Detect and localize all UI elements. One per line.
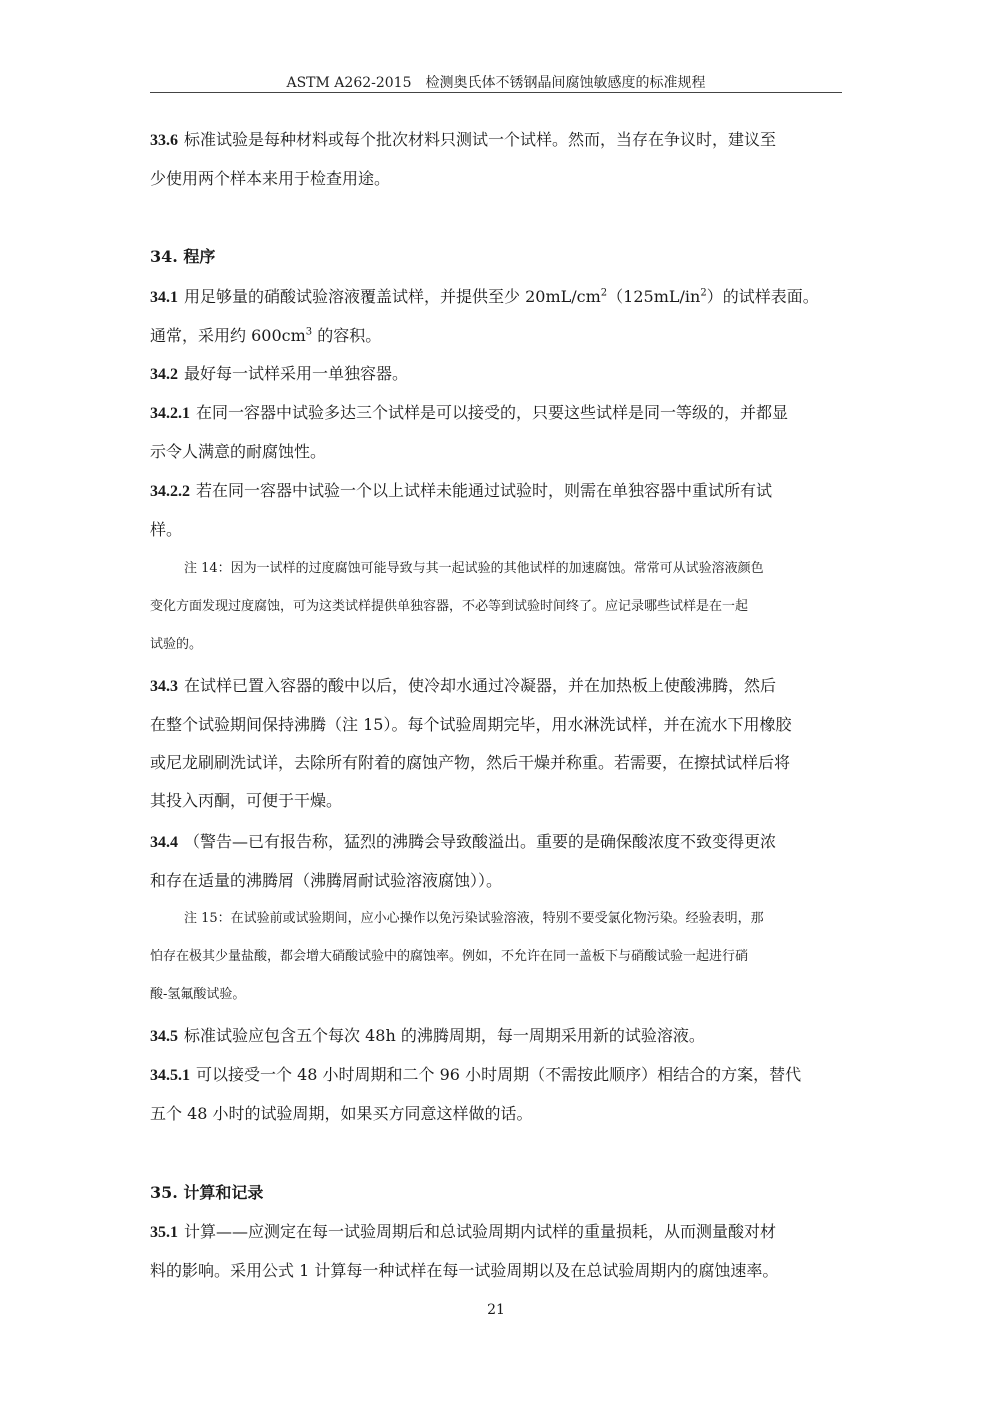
- section-heading-35: 35. 计算和记录: [150, 1183, 264, 1202]
- paragraph-34-5: 34.5 标准试验应包含五个每次 48h 的沸腾周期，每一周期采用新的试验溶液。: [150, 1026, 705, 1045]
- note-15: 注 15：在试验前或试验期间，应小心操作以免污染试验溶液，特别不要受氯化物污染。经验表明，那 怕存在极其少量盐酸，都会增大硝酸试验中的腐蚀率。例如，不允许在同一盖板下与硝酸试验一起进行硝 酸-氢氟酸试验。: [150, 911, 764, 1002]
- note-14: 注 14：因为一试样的过度腐蚀可能导致与其一起试验的其他试样的加速腐蚀。常常可从试验溶液颜色 变化方面发现过度腐蚀，可为这类试样提供单独容器，不必等到试验时间终了。应记录哪些试样是在一起 试验的。: [150, 561, 764, 652]
- running-header: ASTM A262-2015 检测奥氏体不锈钢晶间腐蚀敏感度的标准规程: [286, 75, 706, 91]
- paragraph-33-6: 33.6 标准试验是每种材料或每个批次材料只测试一个试样。然而，当存在争议时，建议至 少使用两个样本来用于检查用途。: [150, 130, 777, 188]
- paragraph-34-5-1: 34.5.1 可以接受一个 48 小时周期和二个 96 小时周期（不需按此顺序）相结合的方案，替代 五个 48 小时的试验周期，如果买方同意这样做的话。: [150, 1065, 802, 1123]
- paragraph-34-2: 34.2 最好每一试样采用一单独容器。: [150, 364, 409, 383]
- section-heading-34: 34. 程序: [150, 247, 216, 266]
- paragraph-34-2-1: 34.2.1 在同一容器中试验多达三个试样是可以接受的，只要这些试样是同一等级的，并都显 示令人满意的耐腐蚀性。: [150, 403, 789, 461]
- paragraph-34-4: 34.4 （警告—已有报告称，猛烈的沸腾会导致酸溢出。重要的是确保酸浓度不致变得更浓 和存在适量的沸腾屑（沸腾屑耐试验溶液腐蚀））。: [150, 832, 777, 890]
- paragraph-34-3: 34.3 在试样已置入容器的酸中以后，使冷却水通过冷凝器，并在加热板上使酸沸腾，然后 在整个试验期间保持沸腾（注 15）。每个试验周期完毕，用水淋洗试样，并在流水下用橡胶 或尼龙刷刷洗试详，去除所有附着的腐蚀产物，然后干燥并称重。若需要，在擦拭试样后将 其投入丙酮，可便于干燥。: [150, 676, 792, 810]
- paragraph-35-1: 35.1 计算——应测定在每一试验周期后和总试验周期内试样的重量损耗，从而测量酸对材 料的影响。采用公式 1 计算每一种试样在每一试验周期以及在总试验周期内的腐蚀速率。: [150, 1222, 779, 1280]
- page-number: 21: [487, 1302, 505, 1318]
- clause-number: 33.6: [150, 132, 178, 149]
- paragraph-34-2-2: 34.2.2 若在同一容器中试验一个以上试样未能通过试验时，则需在单独容器中重试所有试 样。: [150, 481, 773, 539]
- paragraph-34-1: 34.1 用足够量的硝酸试验溶液覆盖试样，并提供至少 $20mL/cm^2(125mL/in^2)$的试样表面。 通常，采用约 $600cm^3$ 的容积。: [150, 287, 819, 345]
- header-rule: [150, 92, 842, 93]
